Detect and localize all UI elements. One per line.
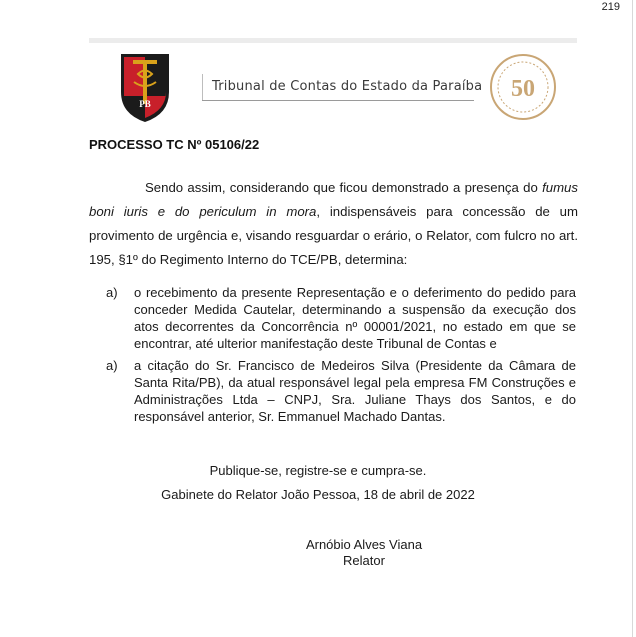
list-marker: a)	[106, 358, 118, 373]
page-number: 219	[601, 1, 620, 13]
place-date: Gabinete do Relator João Pessoa, 18 de abril de 2022	[161, 487, 475, 502]
publish-statement: Publique-se, registre-se e cumpra-se.	[209, 463, 427, 478]
intro-text-1: Sendo assim, considerando que ficou demonstrado a presença do	[145, 180, 543, 195]
signer-name: Arnóbio Alves Viana	[305, 537, 423, 552]
header-bar	[89, 38, 577, 43]
process-title: PROCESSO TC Nº 05106/22	[89, 137, 260, 152]
seal-fifty: 50	[511, 76, 535, 102]
intro-paragraph	[89, 176, 578, 272]
list-item-text: a citação do Sr. Francisco de Medeiros Silva (Presidente da Câmara de Santa Rita/PB), da atual responsável legal pela empresa FM Construções e Administrações Ltda – CNPJ, Sra. Juliane Thays dos Santos, e do responsável anterior, Sr. Emmanuel Machado Dantas.	[134, 358, 576, 424]
list-item	[106, 284, 576, 352]
list-item	[106, 357, 576, 425]
list-item-text: o recebimento da presente Representação e o deferimento do pedido para conceder Medida Cautelar, determinando a suspensão da execução dos atos decorrentes da Concorrência nº 00001/2021, no estado em que se encontrar, até ulterior manifestação deste Tribunal de Contas e	[134, 285, 576, 351]
signer-role: Relator	[343, 553, 385, 568]
tce-crest-logo	[118, 52, 172, 124]
intro-text-2: , indispensáveis para concessão de um provimento de urgência e, visando resguardar o erário, o Relator, com fulcro no art. 195, §1º do Regimento Interno do TCE/PB, determina:	[89, 204, 579, 267]
list-marker: a)	[106, 285, 118, 300]
intro-latin-term: fumus boni iuris e do periculum in mora	[89, 180, 578, 219]
crest-pb-text: PB	[139, 99, 151, 109]
tribunal-name: Tribunal de Contas do Estado da Paraíba	[212, 79, 483, 94]
header-rule	[202, 100, 474, 101]
header-divider	[202, 74, 203, 101]
anniversary-seal-logo	[488, 52, 558, 122]
